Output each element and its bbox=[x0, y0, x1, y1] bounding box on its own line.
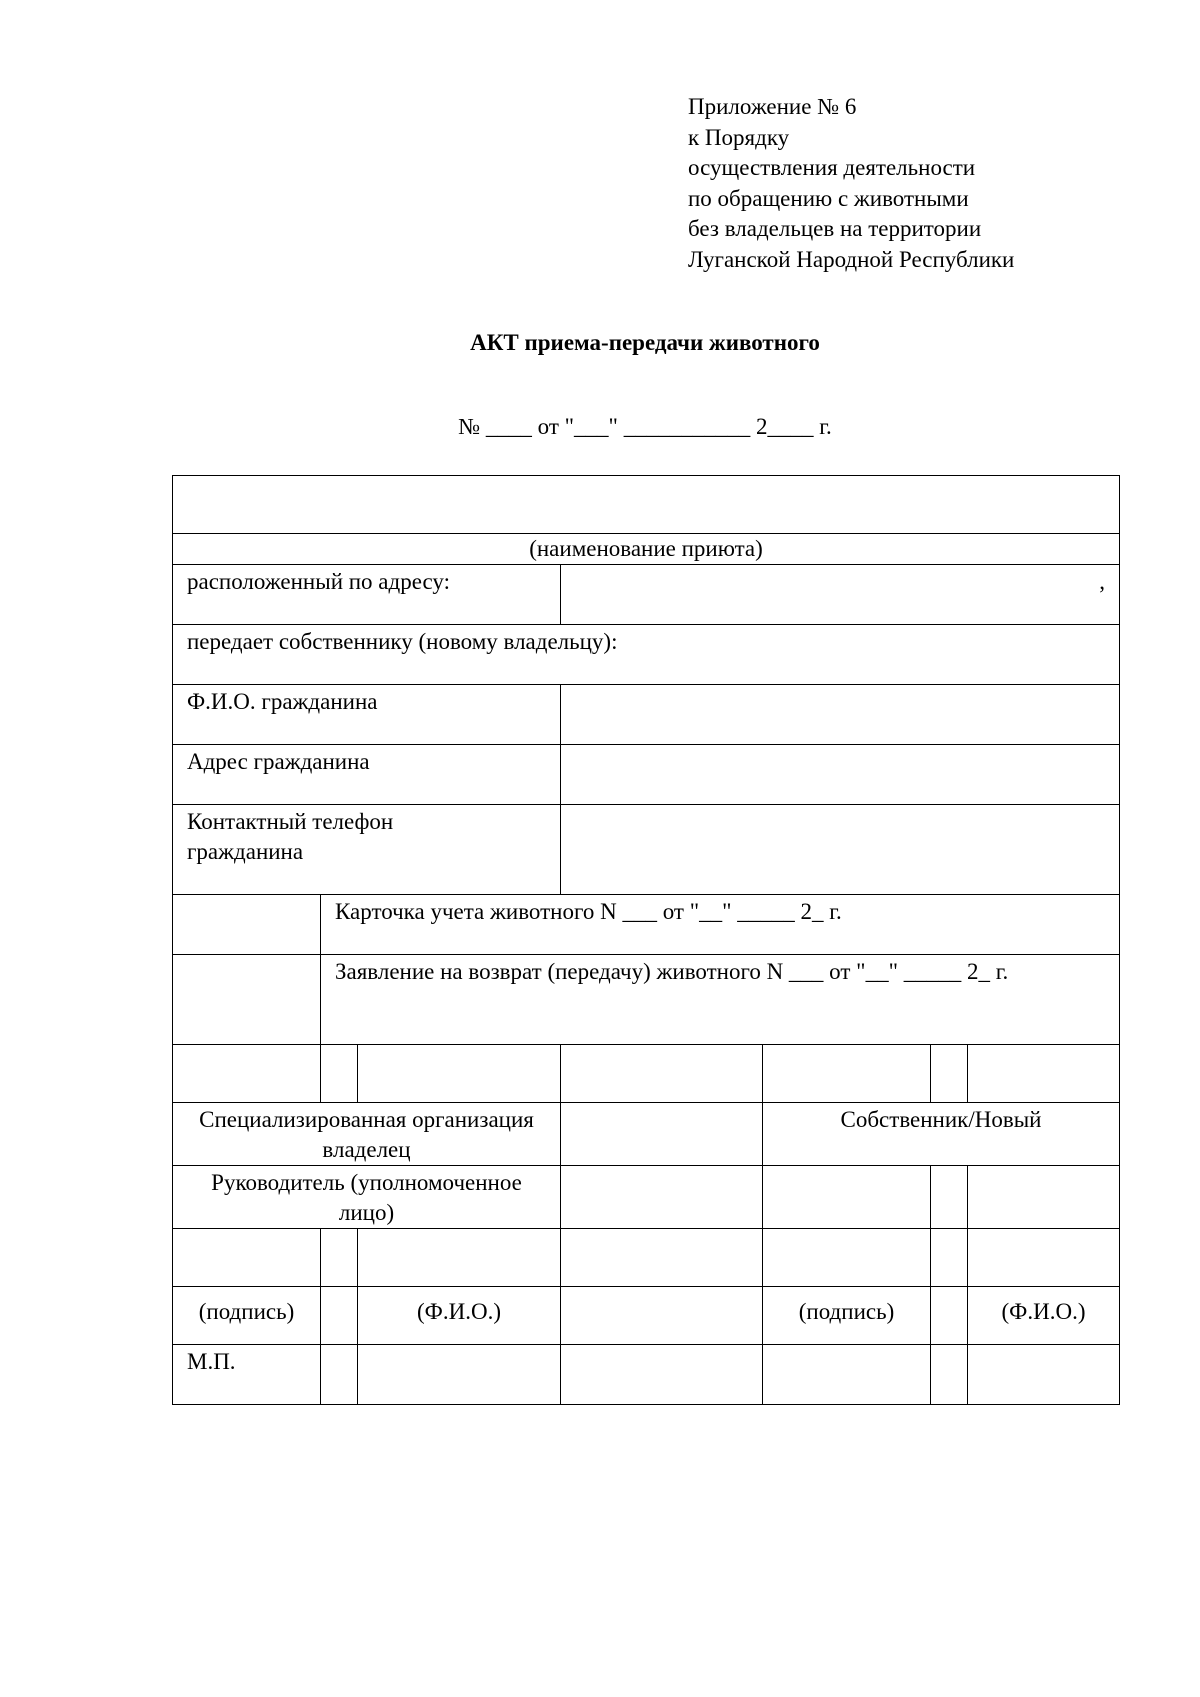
signature-entry-middle bbox=[561, 1229, 763, 1287]
org-label: Специализированная организация владелец bbox=[173, 1103, 561, 1166]
citizen-address-row bbox=[173, 745, 1120, 805]
fio-entry-right[interactable] bbox=[968, 1229, 1120, 1287]
signature-entry-row bbox=[173, 1229, 1120, 1287]
stamp-label: М.П. bbox=[173, 1345, 321, 1405]
stamp-cell bbox=[561, 1345, 763, 1405]
shelter-address-field[interactable] bbox=[561, 565, 1120, 625]
head-owner-field[interactable] bbox=[763, 1166, 931, 1229]
signature-entry-right[interactable] bbox=[763, 1229, 931, 1287]
citizen-phone-label: Контактный телефон гражданина bbox=[173, 805, 561, 895]
signature-entry-gap bbox=[931, 1229, 968, 1287]
address-comma: , bbox=[1099, 569, 1106, 594]
signature-caption-row bbox=[173, 1287, 1120, 1345]
stamp-gap bbox=[321, 1345, 358, 1405]
parties-spacer-cell bbox=[561, 1103, 763, 1166]
blank-cell bbox=[173, 1045, 321, 1103]
signature-caption-gap bbox=[321, 1287, 358, 1345]
blank-cell bbox=[358, 1045, 561, 1103]
head-owner-fio-field[interactable] bbox=[968, 1166, 1120, 1229]
claim-row bbox=[173, 955, 1120, 1045]
signature-right-caption: (подпись) bbox=[763, 1287, 931, 1345]
citizen-address-label: Адрес гражданина bbox=[173, 745, 561, 805]
blank-cell bbox=[763, 1045, 931, 1103]
signature-caption-middle bbox=[561, 1287, 763, 1345]
document-number-line: № ____ от "___" ___________ 2____ г. bbox=[458, 414, 832, 439]
card-checkbox-cell[interactable] bbox=[173, 895, 321, 955]
card-row bbox=[173, 895, 1120, 955]
fio-right-caption: (Ф.И.О.) bbox=[968, 1287, 1120, 1345]
appendix-line-5: без владельцев на территории bbox=[688, 216, 982, 241]
shelter-address-row bbox=[173, 565, 1120, 625]
transfer-label: передает собственнику (новому владельцу): bbox=[173, 625, 1120, 685]
signature-entry-gap bbox=[321, 1229, 358, 1287]
blank-cell bbox=[321, 1045, 358, 1103]
citizen-name-row bbox=[173, 685, 1120, 745]
signature-caption-gap bbox=[931, 1287, 968, 1345]
citizen-phone-row bbox=[173, 805, 1120, 895]
stamp-row bbox=[173, 1345, 1120, 1405]
stamp-cell bbox=[968, 1345, 1120, 1405]
appendix-line-1: Приложение № 6 bbox=[688, 94, 857, 119]
shelter-name-field[interactable] bbox=[173, 476, 1120, 534]
appendix-line-6: Луганской Народной Республики bbox=[688, 246, 1015, 272]
signature-entry-left[interactable] bbox=[173, 1229, 321, 1287]
citizen-name-label: Ф.И.О. гражданина bbox=[173, 685, 561, 745]
transfer-row bbox=[173, 625, 1120, 685]
act-form-table bbox=[172, 475, 1120, 1405]
claim-checkbox-cell[interactable] bbox=[173, 955, 321, 1045]
blank-cell bbox=[931, 1045, 968, 1103]
appendix-line-4: по обращению с животными bbox=[688, 185, 969, 211]
appendix-line-3: осуществления деятельности bbox=[688, 155, 976, 180]
head-field[interactable] bbox=[561, 1166, 763, 1229]
citizen-address-field[interactable] bbox=[561, 745, 1120, 805]
document-title: АКТ приема-передачи животного bbox=[470, 330, 820, 355]
card-line: Карточка учета животного N ___ от "__" _____ 2_ г. bbox=[321, 895, 1120, 955]
parties-row bbox=[173, 1103, 1120, 1166]
head-label: Руководитель (уполномоченное лицо) bbox=[173, 1166, 561, 1229]
appendix-line-2: к Порядку bbox=[688, 124, 790, 150]
shelter-address-label: расположенный по адресу: bbox=[173, 565, 561, 625]
fio-entry-left[interactable] bbox=[358, 1229, 561, 1287]
fio-left-caption: (Ф.И.О.) bbox=[358, 1287, 561, 1345]
citizen-name-field[interactable] bbox=[561, 685, 1120, 745]
stamp-cell bbox=[763, 1345, 931, 1405]
head-row bbox=[173, 1166, 1120, 1229]
shelter-caption: (наименование приюта) bbox=[173, 534, 1120, 565]
shelter-name-row bbox=[173, 476, 1120, 534]
stamp-gap bbox=[931, 1345, 968, 1405]
signature-left-caption: (подпись) bbox=[173, 1287, 321, 1345]
appendix-block bbox=[688, 92, 1014, 275]
owner-label: Собственник/Новый bbox=[763, 1103, 1120, 1166]
head-spacer-cell bbox=[931, 1166, 968, 1229]
blank-cell bbox=[561, 1045, 763, 1103]
shelter-caption-row bbox=[173, 534, 1120, 565]
blank-row bbox=[173, 1045, 1120, 1103]
blank-cell bbox=[968, 1045, 1120, 1103]
citizen-phone-field[interactable] bbox=[561, 805, 1120, 895]
stamp-cell bbox=[358, 1345, 561, 1405]
claim-line: Заявление на возврат (передачу) животного N ___ от "__" _____ 2_ г. bbox=[321, 955, 1120, 1045]
